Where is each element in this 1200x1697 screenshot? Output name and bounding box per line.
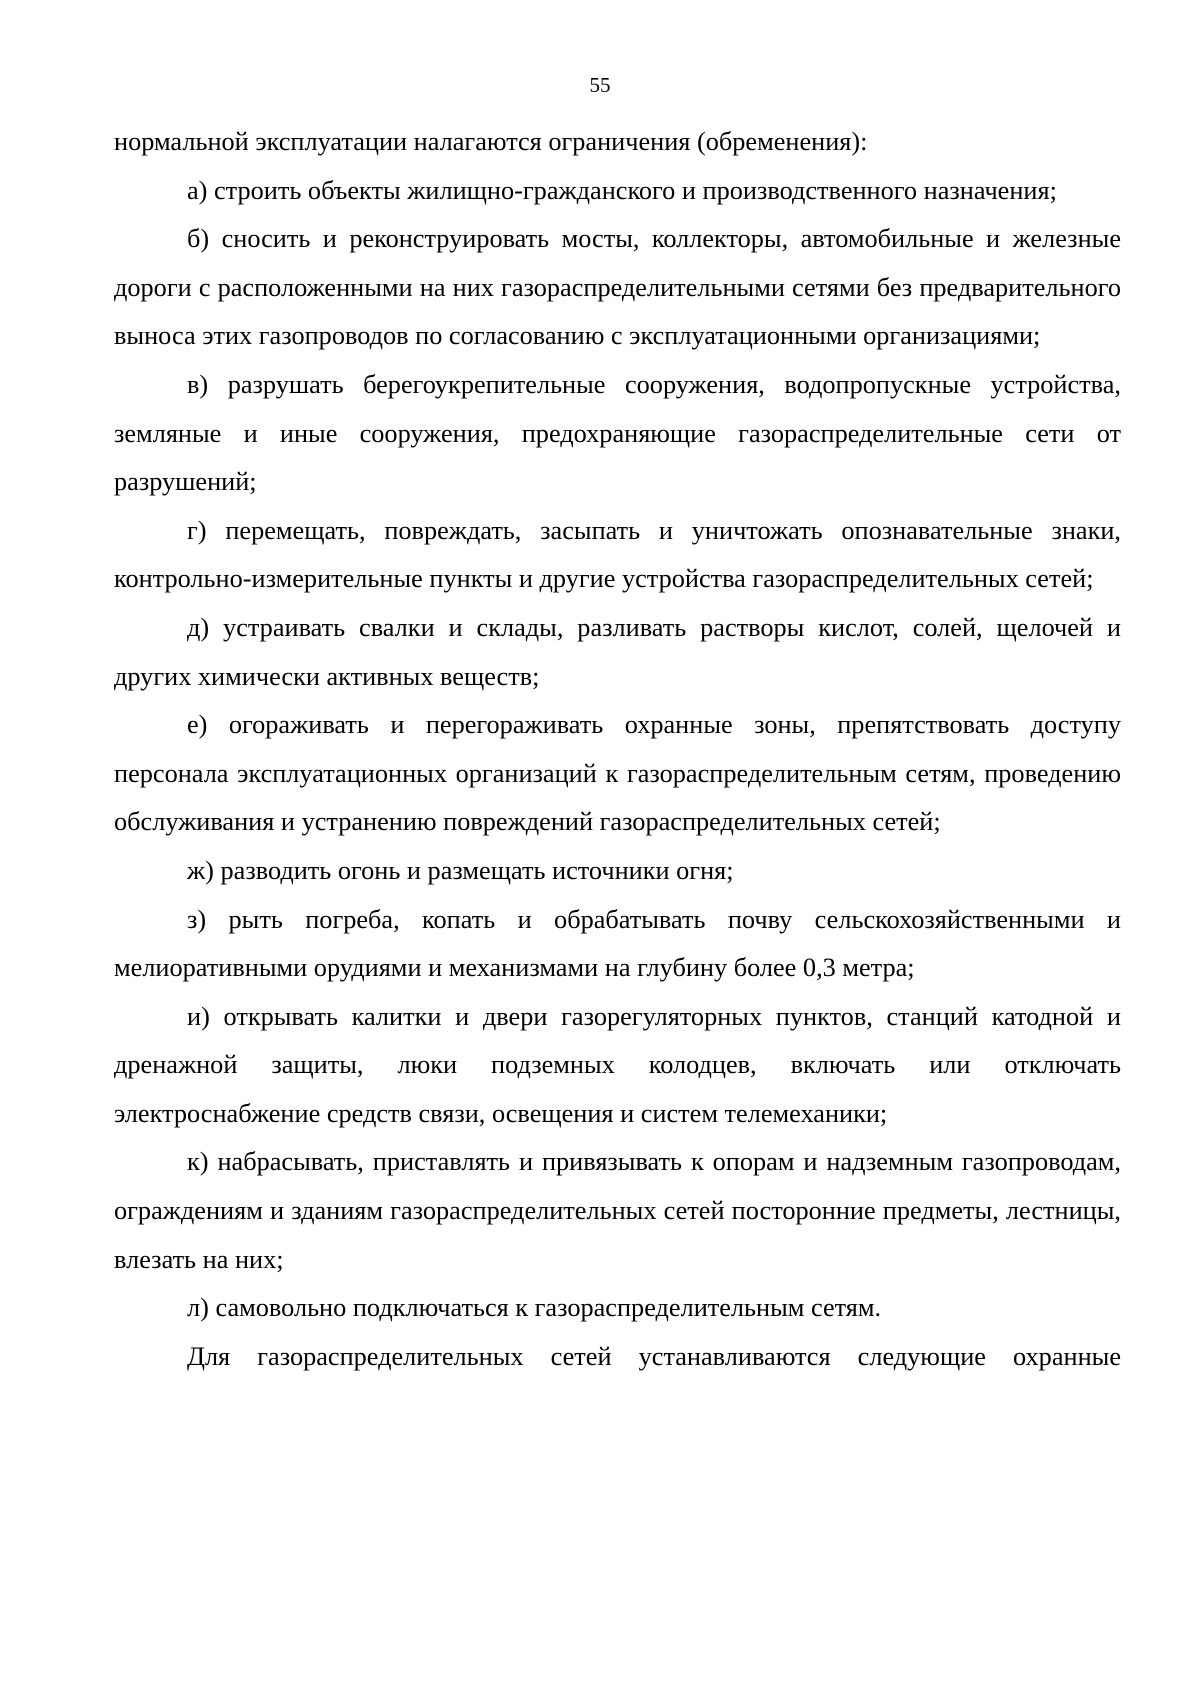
- list-item-b: б) сносить и реконструировать мосты, коллекторы, автомобильные и железные дороги с расположенными на них газораспределительными сетями без предварительного выноса этих газопроводов по согласованию с эксплуатационными организациями;: [114, 224, 1121, 351]
- list-item-zh: ж) разводить огонь и размещать источники огня;: [187, 855, 734, 885]
- list-item-k: к) набрасывать, приставлять и привязывать к опорам и надземным газопроводам, ограждениям и зданиям газораспределительных сетей посторонние предметы, лестницы, влезать на них;: [114, 1147, 1121, 1274]
- body-text: [114, 118, 1121, 1381]
- paragraph-continuation: нормальной эксплуатации налагаются ограничения (обременения):: [114, 127, 868, 156]
- paragraph-protective-zones: Для газораспределительных сетей устанавливаются следующие охранные: [187, 1341, 1121, 1371]
- list-item-d: д) устраивать свалки и склады, разливать растворы кислот, солей, щелочей и других химически активных веществ;: [114, 612, 1121, 691]
- list-item-e: е) огораживать и перегораживать охранные зоны, препятствовать доступу персонала эксплуатационных организаций к газораспределительным сетям, проведению обслуживания и устранению повреждений газораспределительных сетей;: [114, 710, 1121, 837]
- page-number: 55: [589, 73, 611, 97]
- list-item-i: и) открывать калитки и двери газорегуляторных пунктов, станций катодной и дренажной защиты, люки подземных колодцев, включать или отключать электроснабжение средств связи, освещения и систем телемеханики;: [114, 1001, 1121, 1128]
- list-item-v: в) разрушать берегоукрепительные сооружения, водопропускные устройства, земляные и иные сооружения, предохраняющие газораспределительные сети от разрушений;: [114, 369, 1121, 497]
- list-item-l: л) самовольно подключаться к газораспределительным сетям.: [187, 1293, 882, 1323]
- list-item-a: а) строить объекты жилищно-гражданского и производственного назначения;: [187, 175, 1057, 205]
- list-item-g: г) перемещать, повреждать, засыпать и уничтожать опознавательные знаки, контрольно-измерительные пункты и другие устройства газораспределительных сетей;: [114, 515, 1121, 594]
- list-item-z: з) рыть погреба, копать и обрабатывать почву сельскохозяйственными и мелиоративными орудиями и механизмами на глубину более 0,3 метра;: [114, 904, 1121, 983]
